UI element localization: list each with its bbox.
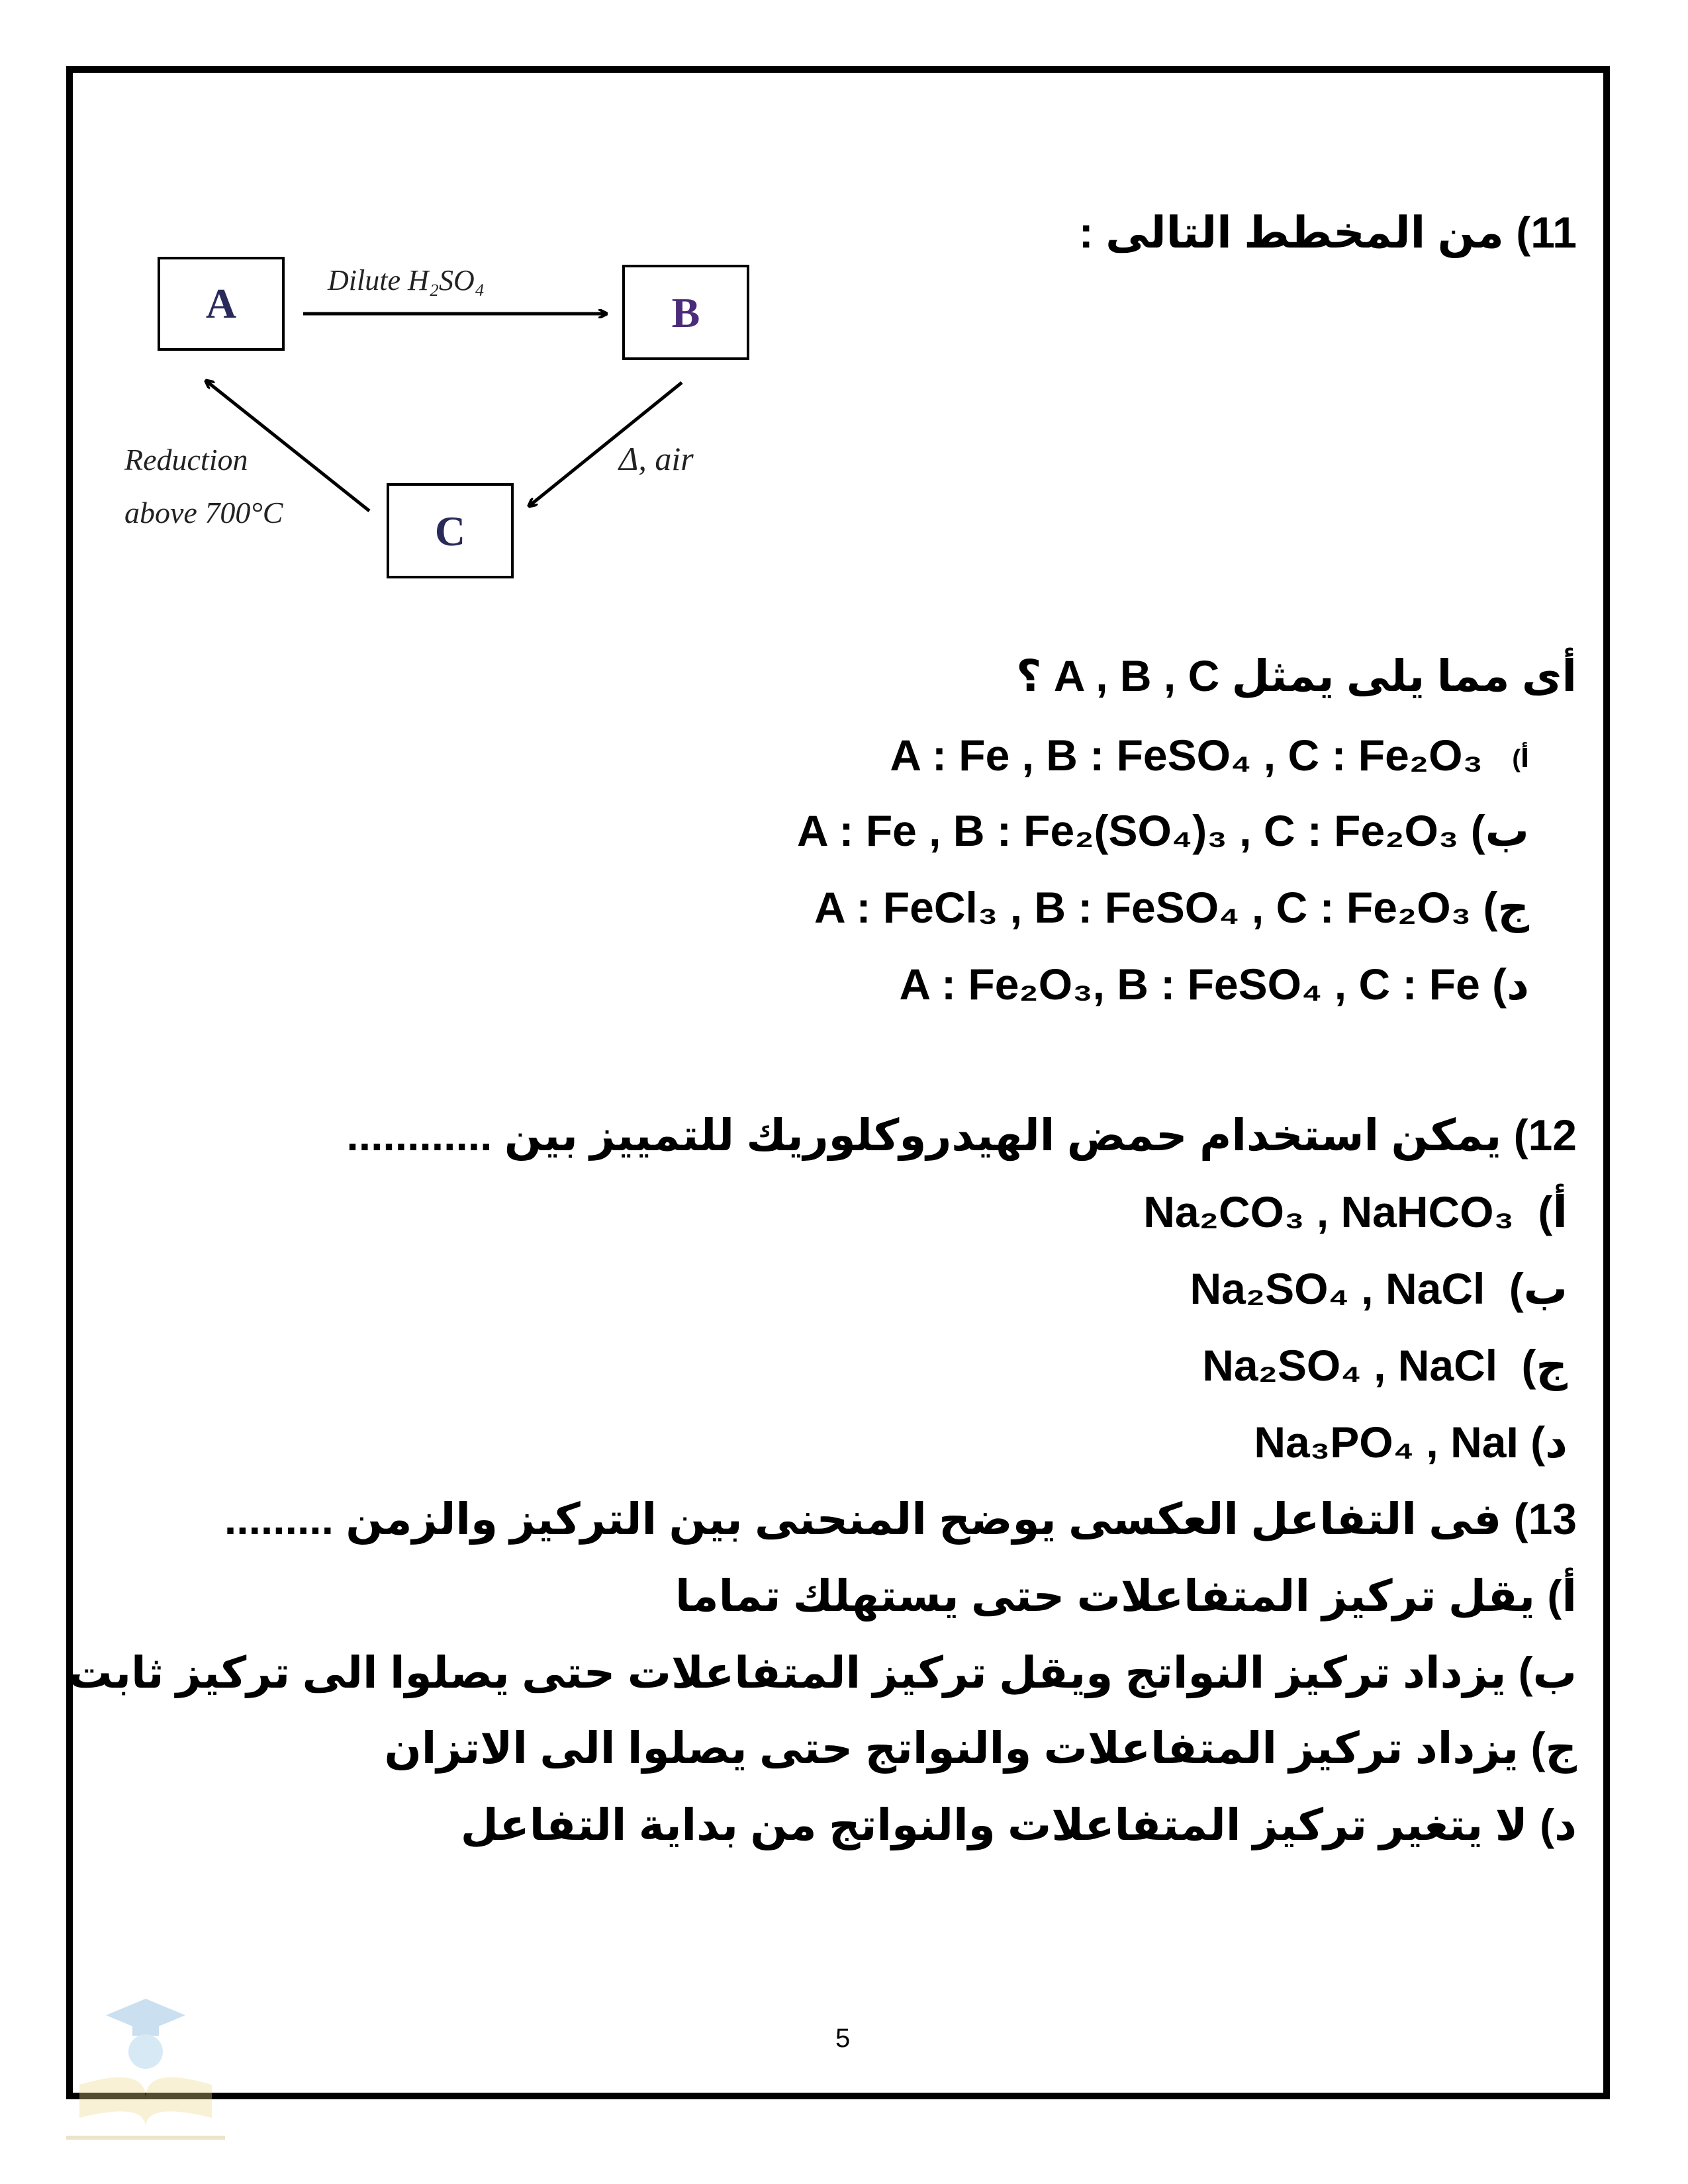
option-text: A : Fe₂O₃, B : FeSO₄ , C : Fe <box>899 960 1480 1009</box>
page-number: 5 <box>835 2024 851 2053</box>
arrow-a-to-b-label: Dilute H₂SO₄ <box>328 264 485 296</box>
q13-option-d: د) لا يتغير تركيز المتفاعلات والنواتج من بداية التفاعل <box>460 1800 1577 1849</box>
option-letter: د) <box>1492 960 1529 1009</box>
q11-title: 11) من المخطط التالى : <box>1078 208 1577 257</box>
q11-option-a <box>890 731 1529 780</box>
arrow-c-to-a-label-line1: Reduction <box>124 443 248 477</box>
option-text: A : Fe , B : FeSO₄ , C : Fe₂O₃ <box>890 731 1483 780</box>
q11-option-d <box>899 960 1529 1009</box>
diagram-box-c-label: C <box>434 508 466 555</box>
q13-option-a: أ) يقل تركيز المتفاعلات حتى يستهلك تماما <box>675 1571 1577 1620</box>
option-text: Na₂CO₃ , NaHCO₃ <box>1143 1187 1515 1236</box>
option-text: A : Fe , B : Fe₂(SO₄)₃ , C : Fe₂O₃ <box>796 806 1459 855</box>
q12-option-c <box>1202 1341 1568 1390</box>
diagram-box-b-label: B <box>671 289 700 336</box>
option-text: Na₂SO₄ , NaCl <box>1190 1264 1485 1313</box>
q12-option-b <box>1190 1264 1568 1313</box>
q11-option-b <box>796 806 1529 855</box>
option-letter: ج) <box>1483 883 1529 932</box>
arrow-b-to-c-label: Δ, air <box>619 440 694 477</box>
q11-option-c <box>814 883 1529 932</box>
q13-title: 13) فى التفاعل العكسى يوضح المنحنى بين التركيز والزمن ......... <box>224 1494 1577 1543</box>
q11-cycle-diagram <box>119 245 781 602</box>
option-letter: أ) <box>1538 1187 1568 1236</box>
q12-title: 12) يمكن استخدام حمض الهيدروكلوريك للتمييز بين ............ <box>346 1111 1577 1160</box>
q11-question: أى مما يلى يمثل A , B , C ؟ <box>1016 651 1577 700</box>
q12-option-a <box>1143 1187 1568 1236</box>
option-text: Na₂SO₄ , NaCl <box>1202 1341 1498 1390</box>
option-text: Na₃PO₄ , NaI <box>1254 1418 1519 1467</box>
option-letter: ج) <box>1521 1341 1568 1390</box>
arrow-c-to-a-label-line2: above 700°C <box>124 496 283 529</box>
option-letter: ب) <box>1470 806 1529 855</box>
option-letter: أ) <box>1512 745 1529 773</box>
q13-option-c: ج) يزداد تركيز المتفاعلات والنواتج حتى يصلوا الى الاتزان <box>384 1723 1577 1772</box>
q12-option-d <box>1254 1418 1568 1467</box>
option-letter: د) <box>1530 1418 1568 1467</box>
option-letter: ب) <box>1509 1264 1568 1313</box>
diagram-box-a-label: A <box>205 280 237 327</box>
watermark-logo-icon <box>53 1985 238 2151</box>
option-text: A : FeCl₃ , B : FeSO₄ , C : Fe₂O₃ <box>814 883 1472 932</box>
q13-option-b: ب) يزداد تركيز النواتج ويقل تركيز المتفاعلات حتى يصلوا الى تركيز ثابت <box>68 1648 1577 1697</box>
